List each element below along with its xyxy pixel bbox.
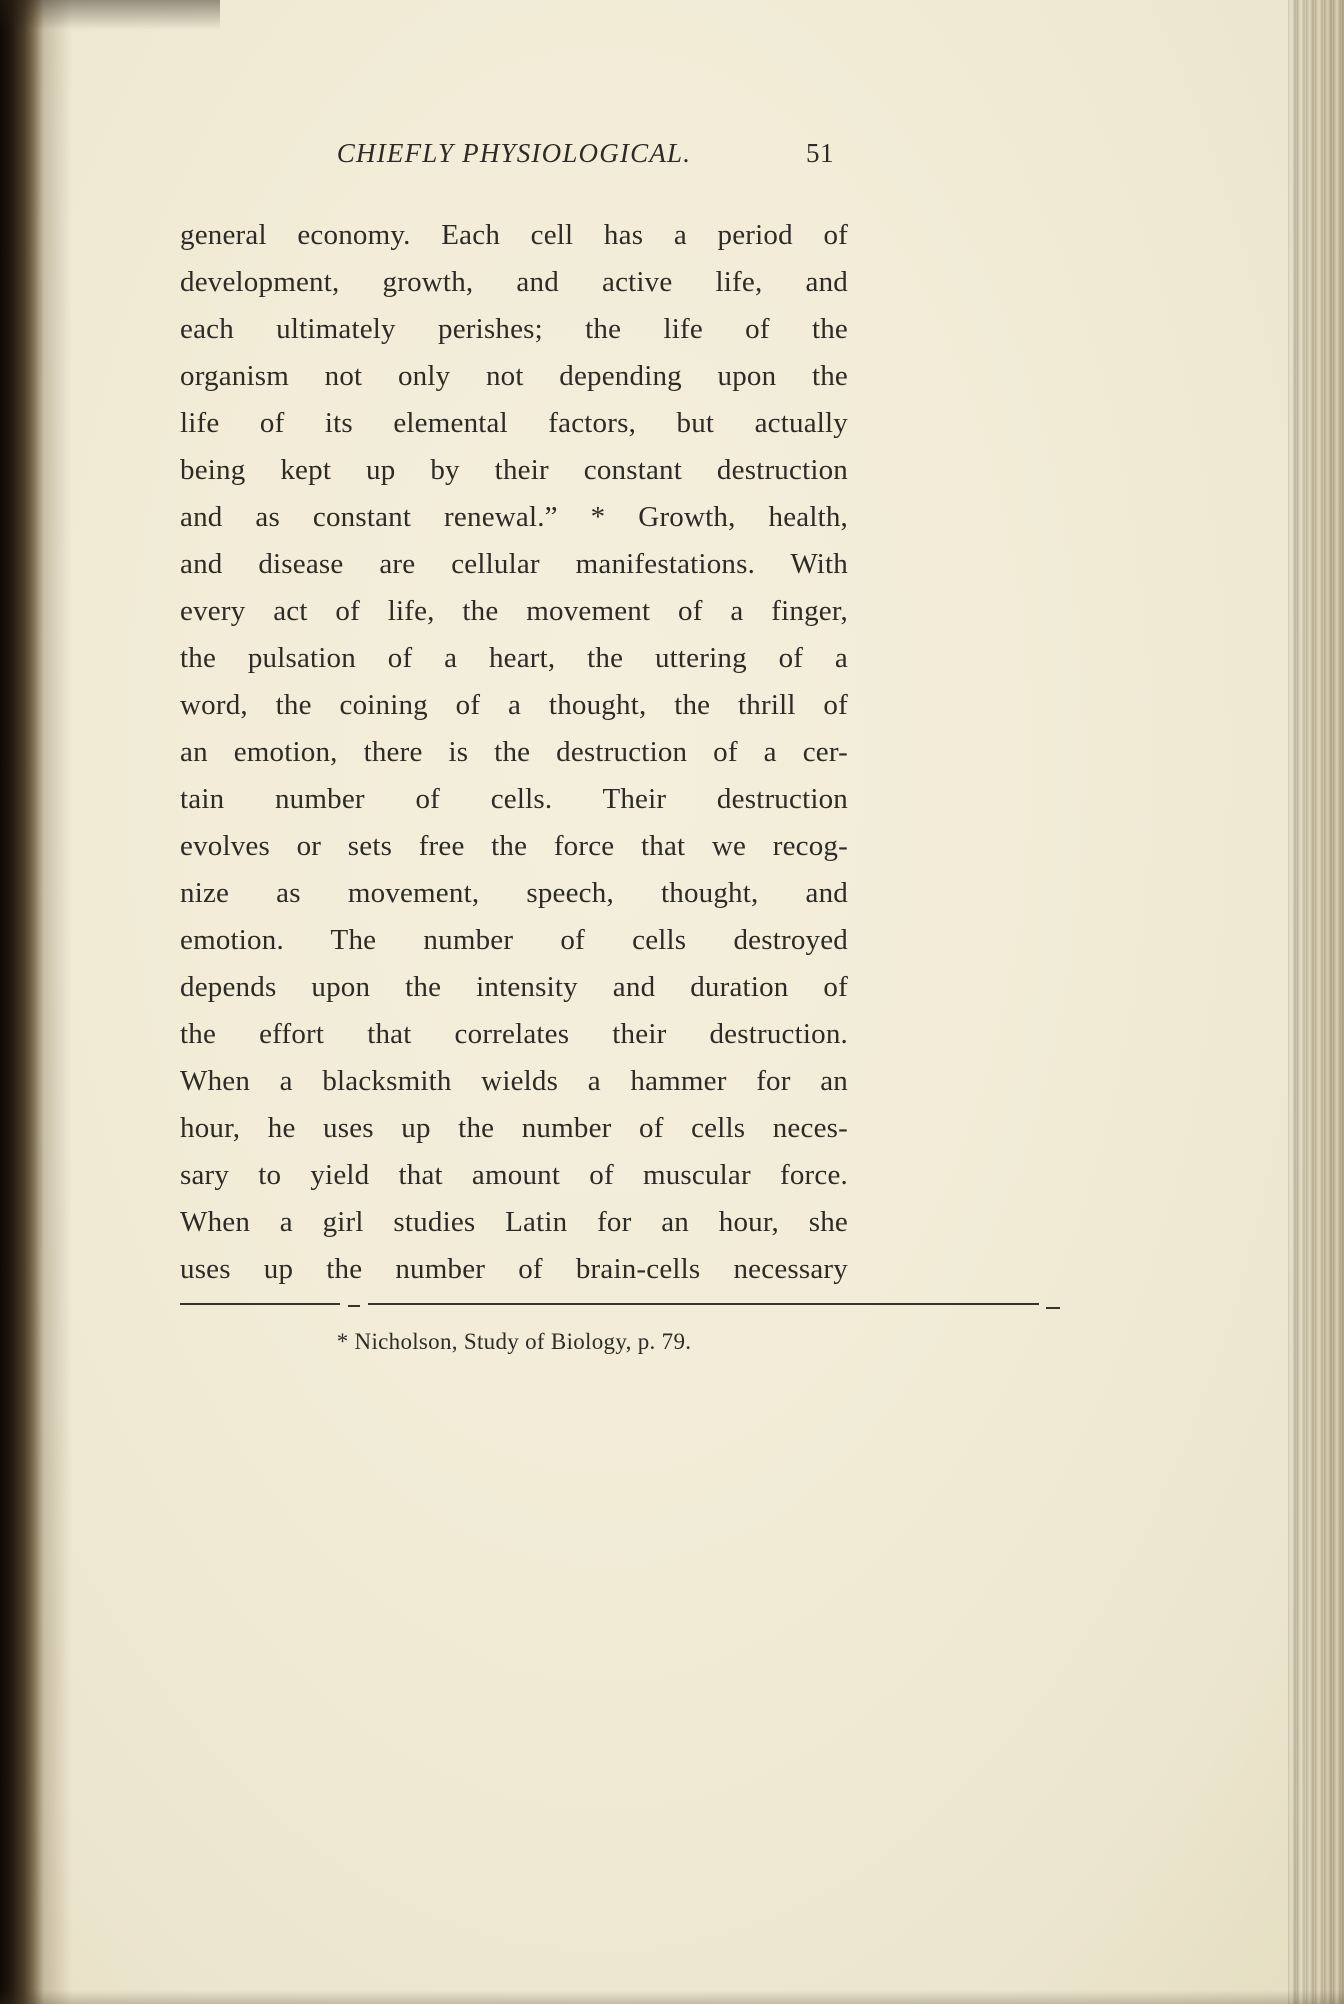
text-line: development, growth, and active life, and [180, 266, 848, 298]
text-line: organism not only not depending upon the [180, 360, 848, 392]
page-content [180, 138, 848, 1355]
text-line: being kept up by their constant destruction [180, 454, 848, 486]
footnote-rule-segment [1046, 1307, 1060, 1309]
book-binding [0, 0, 72, 2004]
text-line: an emotion, there is the destruction of a cer- [180, 736, 848, 768]
text-line: word, the coining of a thought, the thrill of [180, 689, 848, 721]
footnote-rule-segment [348, 1305, 360, 1307]
text-line: general economy. Each cell has a period of [180, 219, 848, 251]
text-line: life of its elemental factors, but actually [180, 407, 848, 439]
footnote-rule-segment [368, 1303, 1039, 1305]
text-line: tain number of cells. Their destruction [180, 783, 848, 815]
text-line: depends upon the intensity and duration of [180, 971, 848, 1003]
bottom-edge-shadow [0, 1990, 1344, 2004]
text-line: the pulsation of a heart, the uttering of a [180, 642, 848, 674]
text-line: emotion. The number of cells destroyed [180, 924, 848, 956]
text-line: the effort that correlates their destruction. [180, 1018, 848, 1050]
footnote-text: * Nicholson, Study of Biology, p. 79. [336, 1329, 692, 1354]
text-line: When a blacksmith wields a hammer for an [180, 1065, 848, 1097]
running-header-title: CHIEFLY PHYSIOLOGICAL. [336, 138, 692, 168]
text-line: hour, he uses up the number of cells neces- [180, 1112, 848, 1144]
page-edge-stack [1288, 0, 1344, 2004]
footnote-rule-segment [180, 1303, 340, 1305]
text-line: uses up the number of brain-cells necessary [180, 1253, 848, 1285]
text-line: nize as movement, speech, thought, and [180, 877, 848, 909]
page-number: 51 [806, 138, 834, 168]
footnote-rule [180, 1303, 1060, 1305]
text-line: and disease are cellular manifestations. With [180, 548, 848, 580]
binding-top-shadow [0, 0, 220, 30]
text-line: sary to yield that amount of muscular force. [180, 1159, 848, 1191]
text-line: each ultimately perishes; the life of the [180, 313, 848, 345]
text-line: evolves or sets free the force that we recog- [180, 830, 848, 862]
text-line: and as constant renewal.” * Growth, health, [180, 501, 848, 533]
text-line: every act of life, the movement of a finger, [180, 595, 848, 627]
text-line: When a girl studies Latin for an hour, she [180, 1206, 848, 1238]
running-header [180, 138, 848, 172]
body-text [180, 212, 848, 1293]
